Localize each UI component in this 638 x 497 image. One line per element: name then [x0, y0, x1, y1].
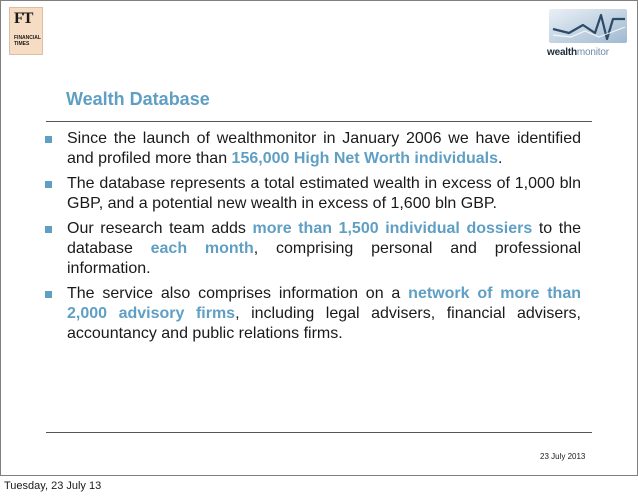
page-date-label: Tuesday, 23 July 13 [4, 480, 102, 492]
bullet-item [41, 219, 581, 279]
wealthmonitor-logo [547, 9, 629, 61]
bullet-list [41, 129, 581, 349]
bullet-text: . [497, 150, 503, 167]
wealthmonitor-logo-graphic [549, 9, 627, 43]
square-bullet-icon [45, 226, 52, 233]
square-bullet-icon [45, 291, 52, 298]
highlighted-text: each month [150, 240, 254, 257]
slide-title: Wealth Database [66, 89, 210, 109]
slide-footer-date: 23 July 2013 [540, 452, 586, 461]
ft-logo-subtitle: FINANCIAL TIMES [14, 35, 41, 47]
bullet-text: Our research team adds [67, 220, 253, 237]
bullet-text: , comprising personal and professional information. [67, 240, 582, 277]
title-divider [46, 121, 592, 122]
bullet-text: Since the launch of wealthmonitor in January 2006 we have identified and profiled more than [67, 130, 581, 167]
bullet-item [41, 284, 581, 344]
highlighted-text: 156,000 High Net Worth individuals [231, 150, 498, 167]
square-bullet-icon [45, 181, 52, 188]
footer-divider [46, 432, 592, 433]
bullet-text: , including legal advisers, financial advisers, accountancy and public relations firms. [67, 305, 581, 342]
highlighted-text: more than 1,500 individual dossiers [252, 220, 533, 237]
highlighted-text: network of more than 2,000 advisory firms [67, 285, 582, 322]
bullet-text: to the database [67, 220, 582, 257]
bullet-item [41, 129, 581, 169]
ft-logo-mark: FT [14, 10, 33, 27]
bullet-item [41, 174, 581, 214]
square-bullet-icon [45, 136, 52, 143]
bullet-text: The service also comprises information on a [67, 285, 409, 302]
bullet-text: The database represents a total estimated wealth in excess of 1,000 bln GBP, and a potential new wealth in excess of 1,600 bln GBP. [67, 175, 581, 212]
wealthmonitor-wordmark: wealthmonitor [547, 47, 609, 58]
financial-times-logo [9, 7, 43, 55]
